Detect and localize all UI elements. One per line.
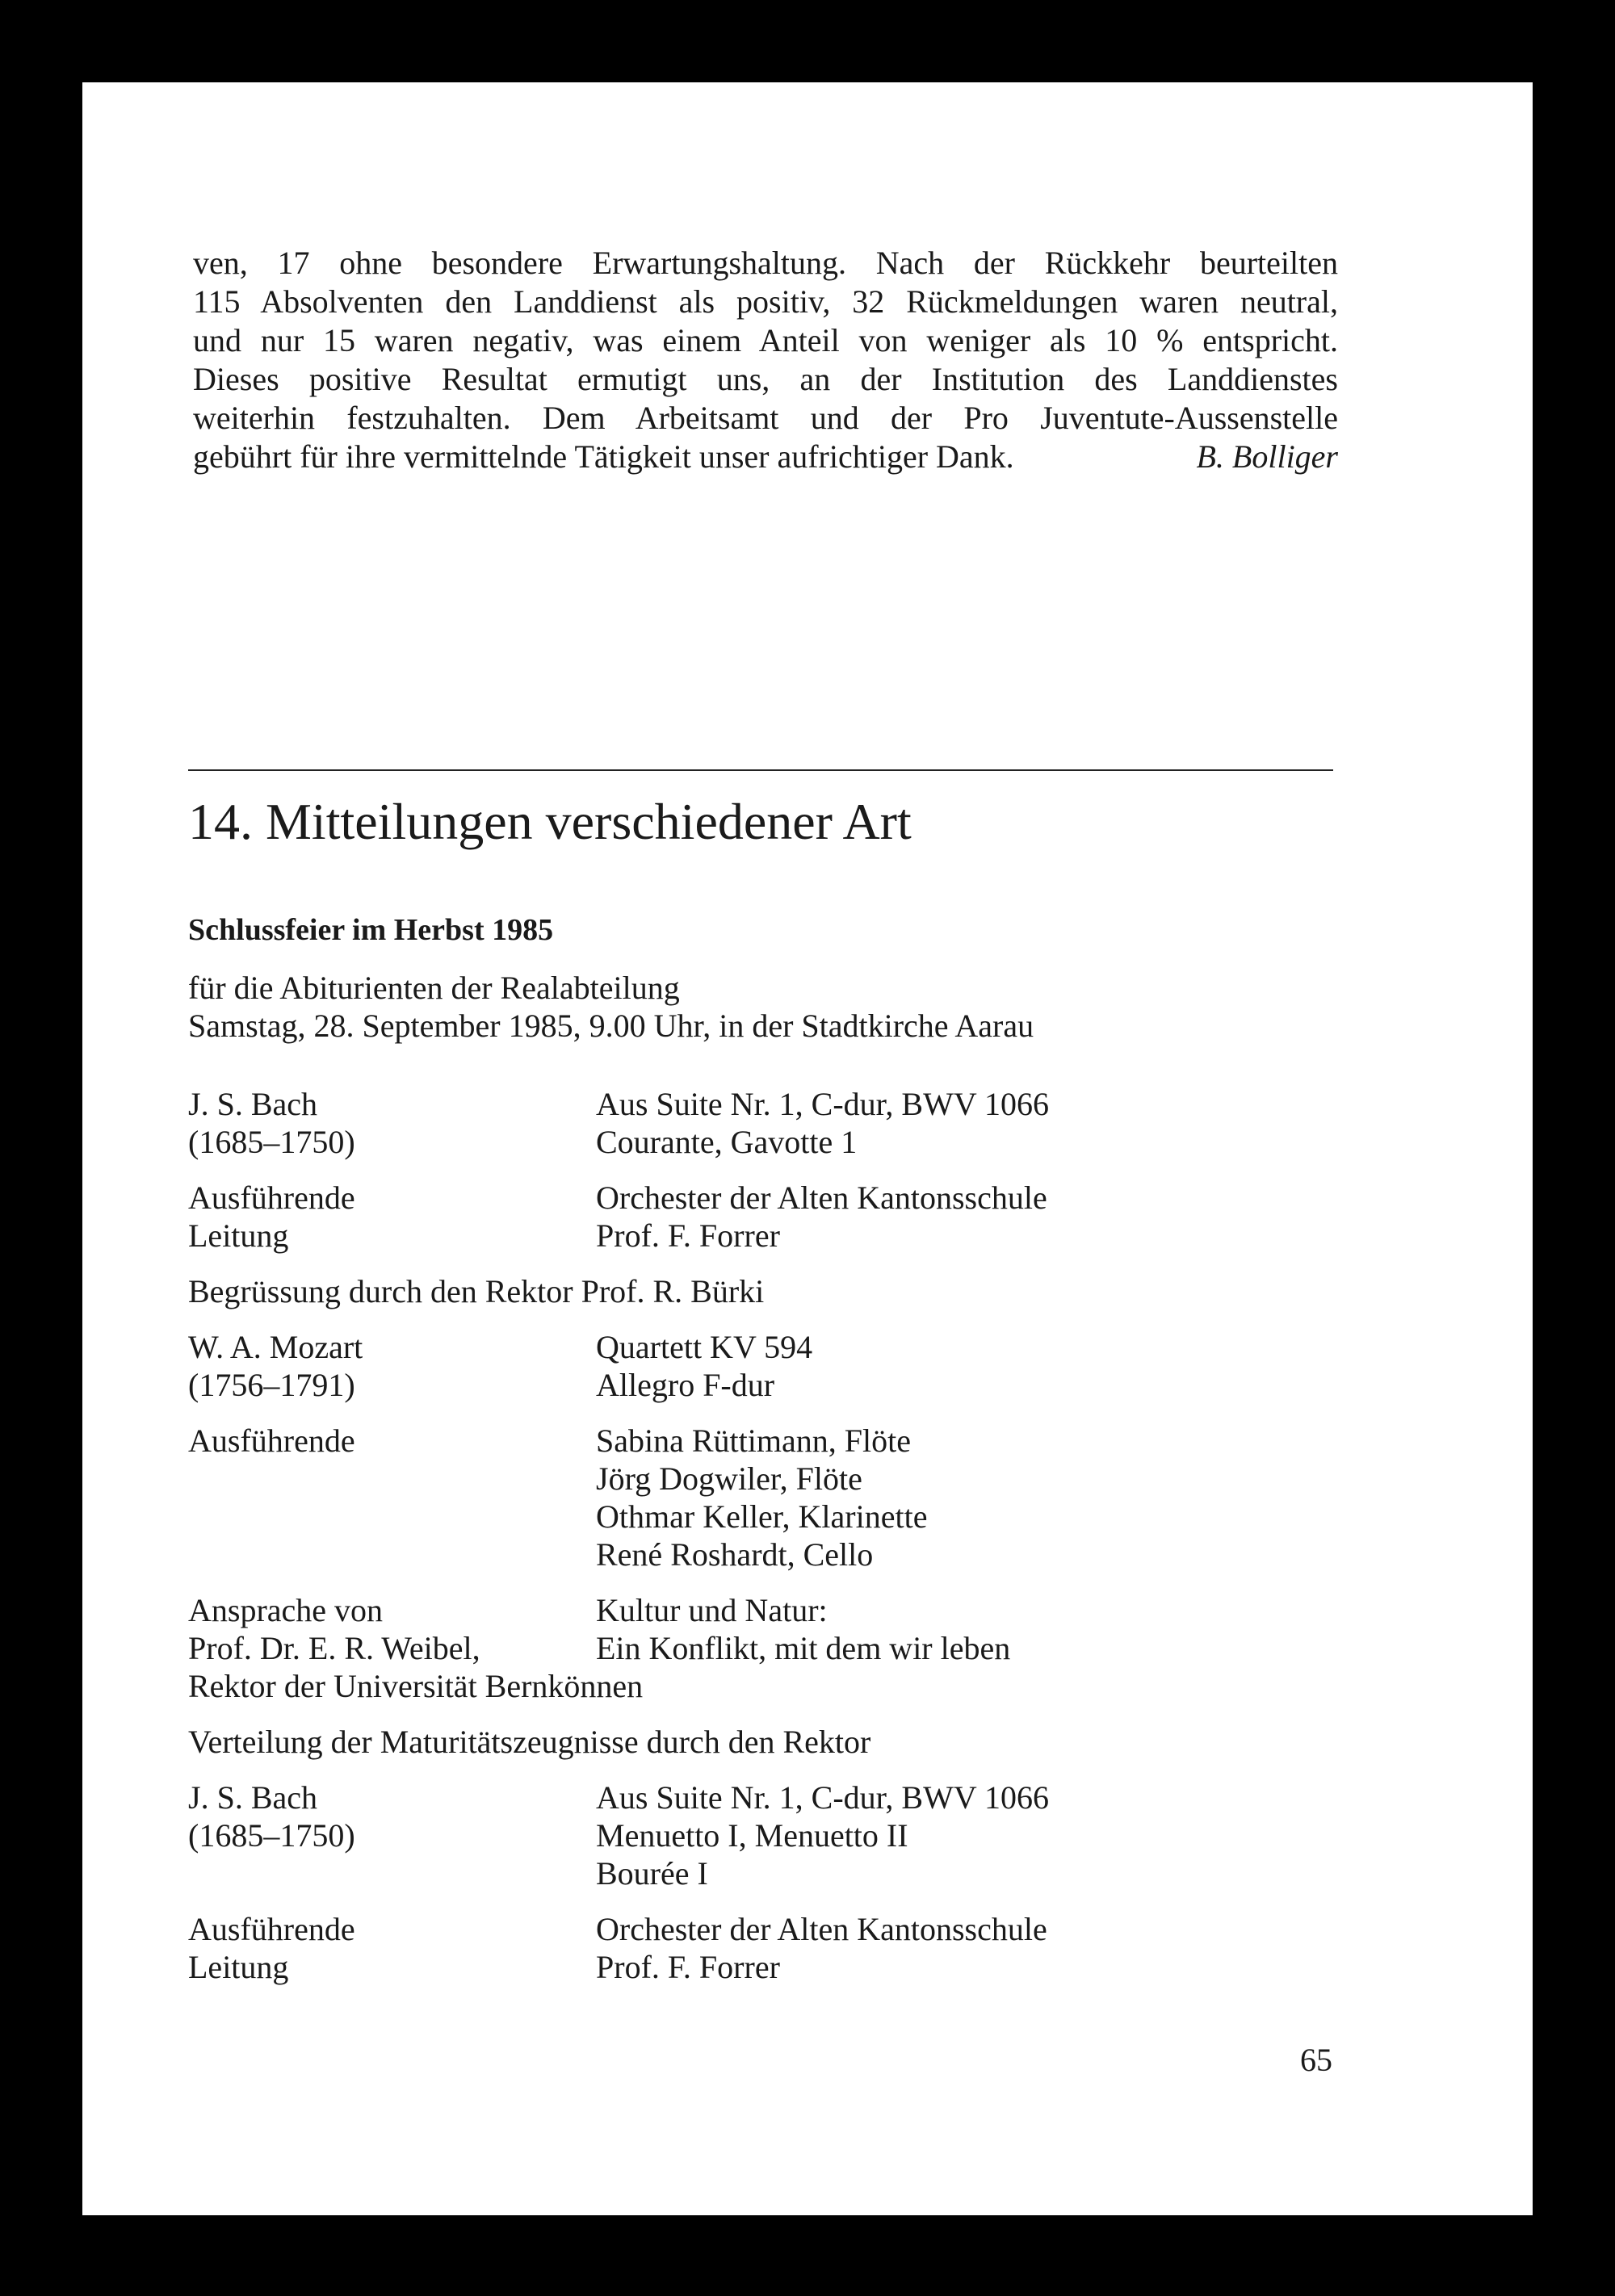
composer: W. A. Mozart bbox=[188, 1329, 363, 1365]
speech-title: Kultur und Natur: bbox=[596, 1592, 828, 1628]
label: Ausführende bbox=[188, 1179, 355, 1216]
speech-subtitle: Ein Konflikt, mit dem wir leben bbox=[596, 1630, 1011, 1666]
program-item-bach-1 bbox=[188, 1085, 1333, 1161]
author-signature: B. Bolliger bbox=[1196, 438, 1338, 475]
closing-sentence: gebührt für ihre vermittelnde Tätigkeit unser aufrichtiger Dank. bbox=[193, 438, 1014, 475]
speaker: Prof. Dr. E. R. Weibel, bbox=[188, 1630, 480, 1666]
text-line: 115 Absolventen den Landdienst als positiv, 32 Rückmeldungen waren neutral, bbox=[193, 283, 1338, 320]
program-speech bbox=[188, 1591, 1333, 1705]
performer: Othmar Keller, Klarinette bbox=[596, 1498, 928, 1535]
page-number: 65 bbox=[1300, 2042, 1332, 2078]
program-item-mozart bbox=[188, 1328, 1333, 1404]
composer: J. S. Bach bbox=[188, 1086, 317, 1122]
text-line: und nur 15 waren negativ, was einem Anteil von weniger als 10 % entspricht. bbox=[193, 322, 1338, 358]
text-line: Dieses positive Resultat ermutigt uns, an der Institution des Landdienstes bbox=[193, 361, 1338, 397]
distribution-line: Verteilung der Maturitätszeugnisse durch den Rektor bbox=[188, 1724, 871, 1760]
text-line: weiterhin festzuhalten. Dem Arbeitsamt und der Pro Juventute-Aussenstelle bbox=[193, 400, 1338, 436]
value: Prof. F. Forrer bbox=[596, 1217, 780, 1254]
performer: Jörg Dogwiler, Flöte bbox=[596, 1460, 862, 1497]
movements: Menuetto I, Menuetto II bbox=[596, 1817, 908, 1854]
movements: Courante, Gavotte 1 bbox=[596, 1124, 858, 1160]
program-performers-3 bbox=[188, 1910, 1333, 1986]
speaker-role: Rektor der Universität Bernkönnen bbox=[188, 1668, 644, 1704]
movements: Allegro F-dur bbox=[596, 1367, 775, 1403]
value: Orchester der Alten Kantonsschule bbox=[596, 1179, 1047, 1216]
movements: Bourée I bbox=[596, 1855, 708, 1892]
event-audience: für die Abiturienten der Realabteilung bbox=[188, 970, 680, 1006]
program-performers-2 bbox=[188, 1422, 1333, 1573]
composer: J. S. Bach bbox=[188, 1779, 317, 1816]
label: Ausführende bbox=[188, 1911, 355, 1947]
performer: René Roshardt, Cello bbox=[596, 1536, 874, 1573]
section-divider bbox=[188, 769, 1333, 771]
label: Ausführende bbox=[188, 1422, 355, 1459]
intro-paragraph bbox=[193, 244, 1338, 476]
text-line: ven, 17 ohne besondere Erwartungshaltung. Nach der Rückkehr beurteilten bbox=[193, 245, 1338, 281]
value: Prof. F. Forrer bbox=[596, 1949, 780, 1985]
label: Leitung bbox=[188, 1217, 289, 1254]
composer-dates: (1756–1791) bbox=[188, 1367, 355, 1403]
work: Aus Suite Nr. 1, C-dur, BWV 1066 bbox=[596, 1779, 1049, 1816]
label: Ansprache von bbox=[188, 1592, 384, 1628]
work: Aus Suite Nr. 1, C-dur, BWV 1066 bbox=[596, 1086, 1049, 1122]
composer-dates: (1685–1750) bbox=[188, 1124, 355, 1160]
performer: Sabina Rüttimann, Flöte bbox=[596, 1422, 911, 1459]
event-title: Schlussfeier im Herbst 1985 bbox=[188, 913, 554, 947]
program-performers-1 bbox=[188, 1179, 1333, 1255]
composer-dates: (1685–1750) bbox=[188, 1817, 355, 1854]
program-listing bbox=[188, 969, 1333, 1986]
performer-list bbox=[596, 1422, 1333, 1573]
program-item-bach-2 bbox=[188, 1779, 1333, 1892]
greeting-line: Begrüssung durch den Rektor Prof. R. Bürki bbox=[188, 1273, 765, 1309]
value: Orchester der Alten Kantonsschule bbox=[596, 1911, 1047, 1947]
section-heading: 14. Mitteilungen verschiedener Art bbox=[188, 793, 912, 850]
label: Leitung bbox=[188, 1949, 289, 1985]
text-line-last bbox=[193, 438, 1338, 476]
event-date-place: Samstag, 28. September 1985, 9.00 Uhr, in der Stadtkirche Aarau bbox=[188, 1008, 1034, 1044]
work: Quartett KV 594 bbox=[596, 1329, 813, 1365]
